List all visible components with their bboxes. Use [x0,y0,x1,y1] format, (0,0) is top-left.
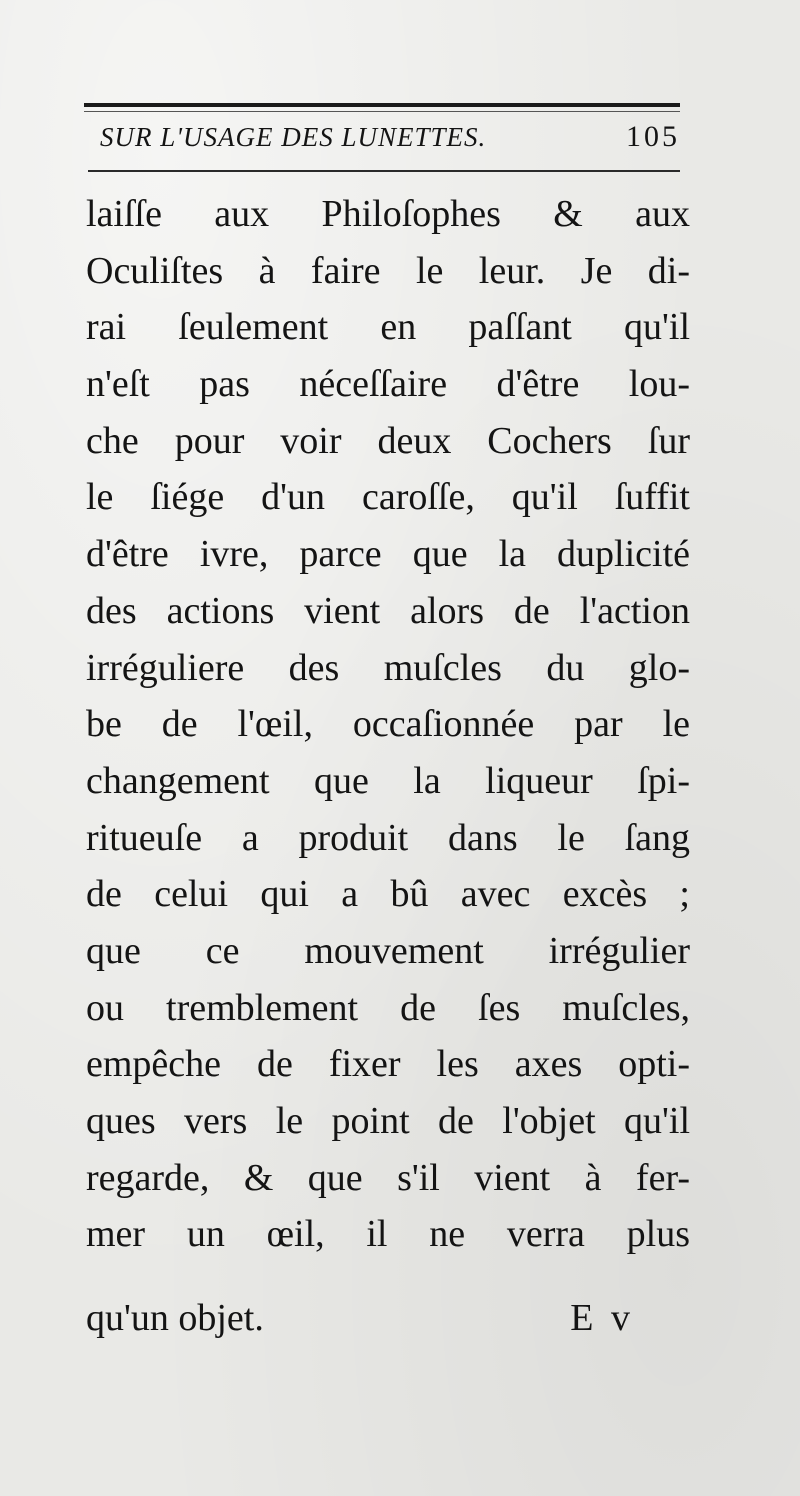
text-line: de celui qui a bû avec excès ; [86,873,690,916]
text-line: ou tremblement de ſes muſcles, [86,986,690,1029]
text-line: le ſiége d'un caroſſe, qu'il ſuffit [86,476,690,519]
header-rule-thin [84,111,680,112]
running-header [100,122,680,162]
signature-mark: E v [570,1297,634,1339]
body-text [86,186,690,1263]
header-rule-bottom [88,170,680,172]
text-line: changement que la liqueur ſpi- [86,759,690,802]
text-line: che pour voir deux Cochers ſur [86,419,690,462]
last-line: qu'un objet. [86,1297,264,1339]
text-line: que ce mouvement irrégulier [86,929,690,972]
text-line: regarde, & que s'il vient à fer- [86,1156,690,1199]
text-line: ritueuſe a produit dans le ſang [86,816,690,859]
text-line: ques vers le point de l'objet qu'il [86,1100,690,1142]
running-title: SUR L'USAGE DES LUNETTES. [100,122,487,152]
header-rule-thick [84,103,680,107]
page-footer [86,1296,634,1352]
text-line: Oculiſtes à faire le leur. Je di- [86,249,690,292]
text-line: n'eſt pas néceſſaire d'être lou- [86,363,690,406]
text-line: d'être ivre, parce que la duplicité [86,533,690,576]
text-line: be de l'œil, occaſionnée par le [86,703,690,746]
page-number: 105 [626,120,680,153]
text-line: mer un œil, il ne verra plus [86,1213,690,1256]
text-line: laiſſe aux Philoſophes & aux [86,193,690,235]
text-line: des actions vient alors de l'action [86,589,690,632]
text-line: rai ſeulement en paſſant qu'il [86,306,690,349]
text-line: empêche de fixer les axes opti- [86,1043,690,1086]
text-line: irréguliere des muſcles du glo- [86,646,690,689]
